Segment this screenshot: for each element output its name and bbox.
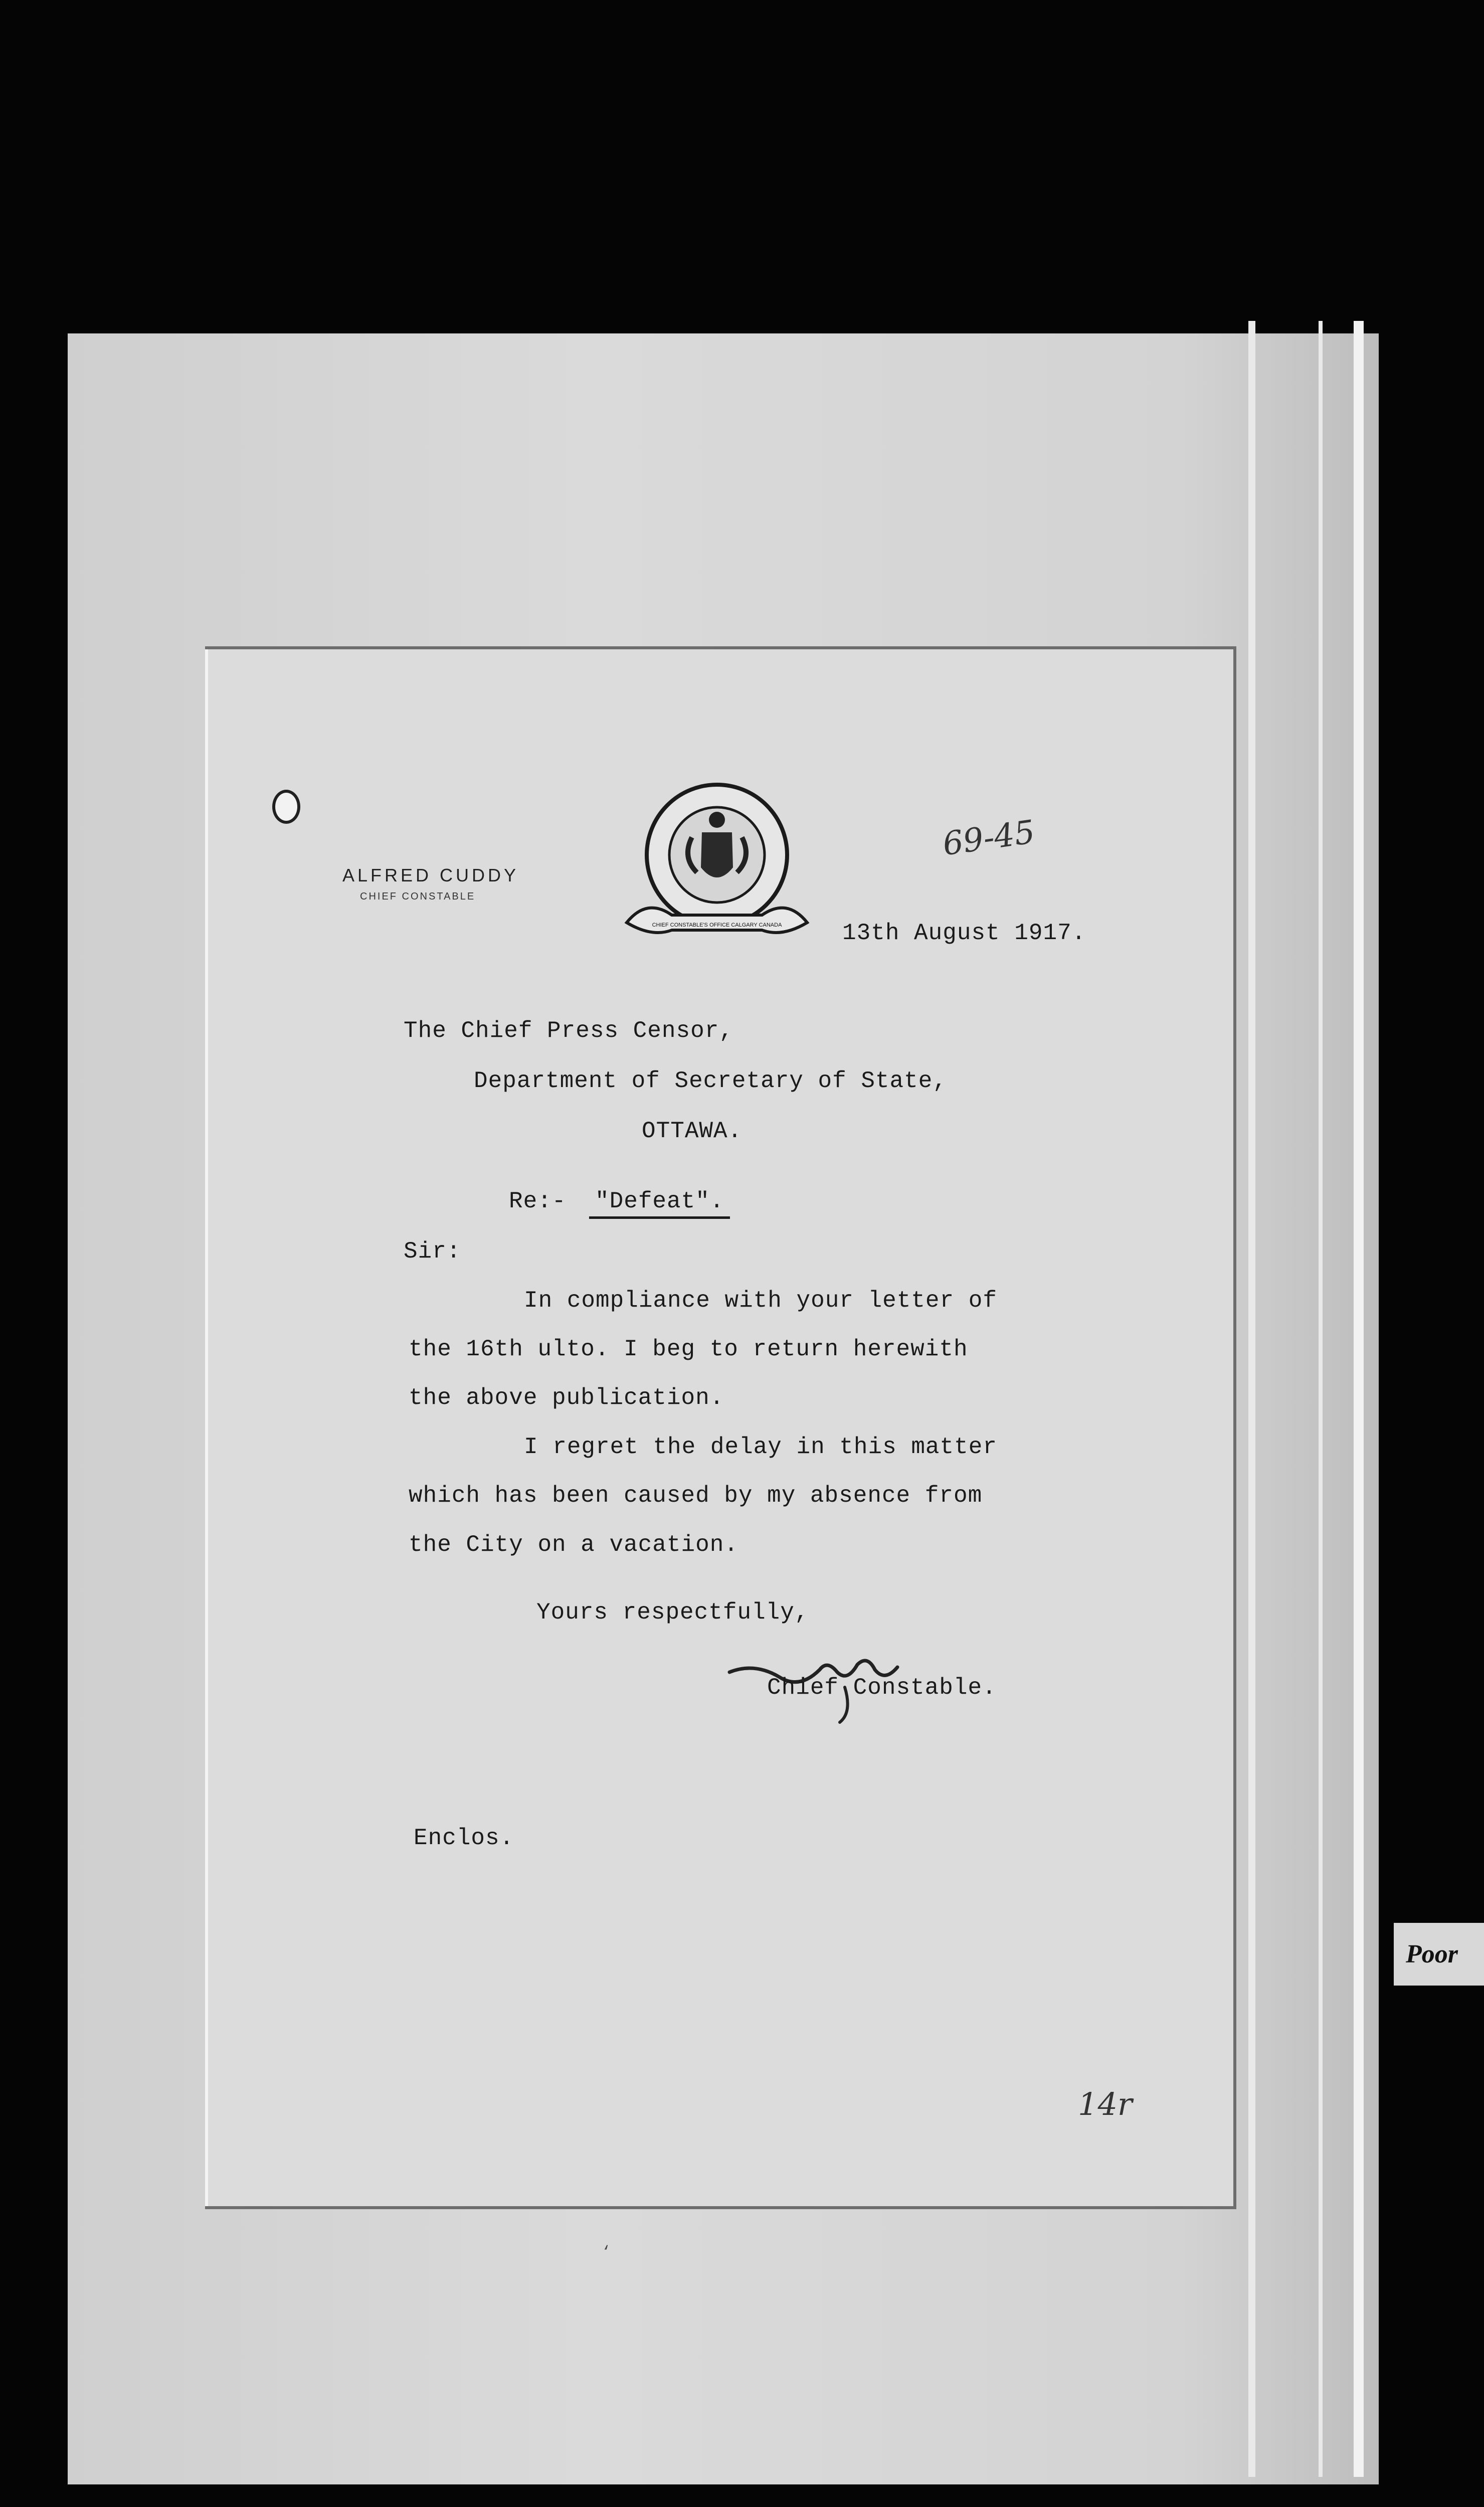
mount-edge [1319,321,1323,2477]
letterhead-name: ALFRED CUDDY [342,865,519,885]
handwritten-file-ref: 69-45 [940,813,1037,863]
letter-date: 13th August 1917. [842,920,1086,946]
re-label: Re:- [509,1188,567,1214]
salutation: Sir: [404,1238,461,1265]
signature-title: Chief Constable. [767,1675,997,1701]
poor-tag: Poor [1394,1923,1484,1986]
police-crest-emblem [617,772,817,953]
ink-speck: ‘ [602,2244,611,2261]
address-line: OTTAWA. [642,1118,743,1144]
mount-edge [1354,321,1364,2477]
letterhead-title: CHIEF CONSTABLE [360,891,476,902]
closing: Yours respectfully, [536,1599,809,1626]
handwritten-corner-mark: 14r [1078,2086,1133,2122]
body-line: the City on a vacation. [409,1532,738,1558]
crest-motto: CHIEF CONSTABLE'S OFFICE CALGARY CANADA [652,922,782,928]
enclosure-note: Enclos. [414,1825,514,1851]
body-line: I regret the delay in this matter [524,1434,997,1460]
punch-hole [272,790,300,824]
body-line: In compliance with your letter of [524,1288,997,1314]
body-line: the 16th ulto. I beg to return herewith [409,1336,968,1362]
body-line: which has been caused by my absence from [409,1483,983,1509]
re-subject: "Defeat". [589,1188,730,1219]
address-line: The Chief Press Censor, [404,1018,733,1044]
address-line: Department of Secretary of State, [474,1068,947,1094]
mount-edge [1248,321,1255,2477]
body-line: the above publication. [409,1385,724,1411]
